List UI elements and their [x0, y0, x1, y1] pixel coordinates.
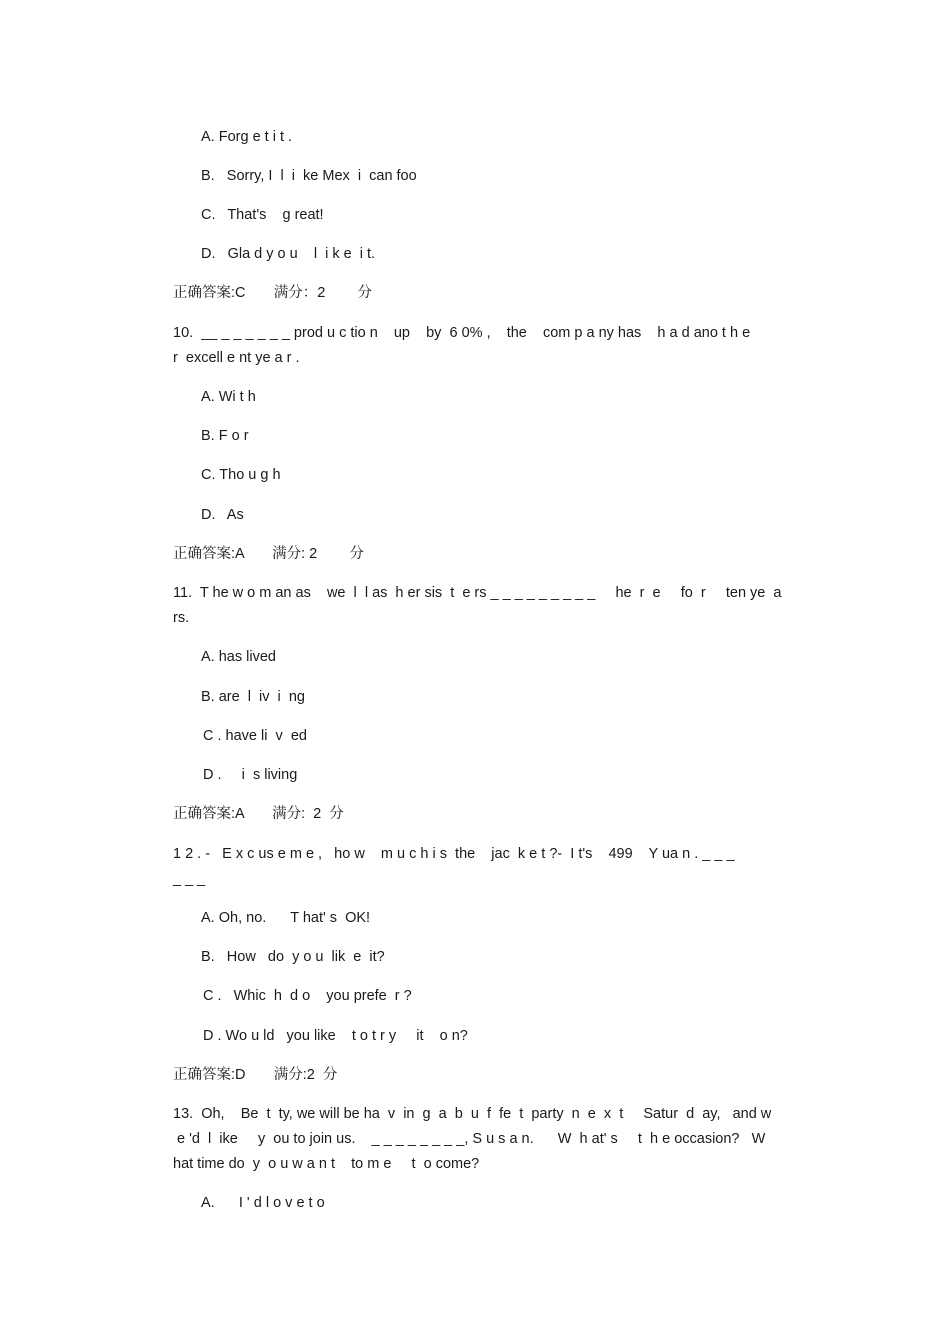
q13-stem-line2: e 'd l ike y ou to join us. _ _ _ _ _ _ _ _, S u s a n. W h at' s t h e occasion? W: [173, 1131, 766, 1147]
q10-option-d: D. As: [201, 507, 244, 523]
q10-option-a: A. Wi t h: [201, 389, 256, 405]
q10-option-c: C. Tho u g h: [201, 467, 281, 483]
q11-answer: 正确答案:A 满分: 2 分: [173, 806, 344, 822]
q11-option-c: C . have li v ed: [203, 728, 307, 744]
q10-option-b: B. F o r: [201, 428, 249, 444]
q13-option-a: A. I ' d l o v e t o: [201, 1195, 325, 1211]
q12-option-c: C . Whic h d o you prefe r ?: [203, 988, 412, 1004]
q11-option-d: D . i s living: [203, 767, 298, 783]
q9-answer: 正确答案:C 满分：2 分: [173, 285, 372, 301]
q12-option-b: B. How do y o u lik e it?: [201, 949, 385, 965]
q9-option-c: C. That's g reat!: [201, 207, 324, 223]
q10-stem-line2: r excell e nt ye a r .: [173, 350, 300, 366]
q13-stem-line3: hat time do y o u w a n t to m e t o come?: [173, 1156, 480, 1172]
q12-answer: 正确答案:D 满分:2 分: [173, 1067, 338, 1083]
q12-option-a: A. Oh, no. T hat' s OK!: [201, 910, 371, 926]
q9-option-b: B. Sorry, I l i ke Mex i can foo: [201, 168, 417, 184]
q9-option-a: A. Forg e t i t .: [201, 129, 293, 145]
q11-option-a: A. has lived: [201, 649, 276, 665]
q13-stem-line1: 13. Oh, Be t ty, we will be ha v in g a b u f fe t party n e x t Satur d ay, and w: [173, 1106, 772, 1122]
q11-option-b: B. are l iv i ng: [201, 689, 305, 705]
q12-option-d: D . Wo u ld you like t o t r y it o n?: [203, 1028, 468, 1044]
q11-stem-line2: rs.: [173, 610, 190, 626]
q12-stem-line1: 1 2 . - E x c us e m e , ho w m u c h i s the jac k e t ?- I t's 499 Y ua n . _ _ _: [173, 846, 735, 862]
q11-stem-line1: 11. T he w o m an as we l l as h er sis t e rs _ _ _ _ _ _ _ _ _ he r e fo r ten ye a: [173, 585, 782, 601]
q10-answer: 正确答案:A 满分: 2 分: [173, 546, 364, 562]
q10-stem-line1: 10. __ _ _ _ _ _ _ prod u c tio n up by 6 0% , the com p a ny has h a d ano t h e: [173, 325, 751, 341]
q9-option-d: D. Gla d y o u l i k e i t.: [201, 246, 376, 262]
q12-stem-line2: _ _ _: [173, 871, 206, 887]
